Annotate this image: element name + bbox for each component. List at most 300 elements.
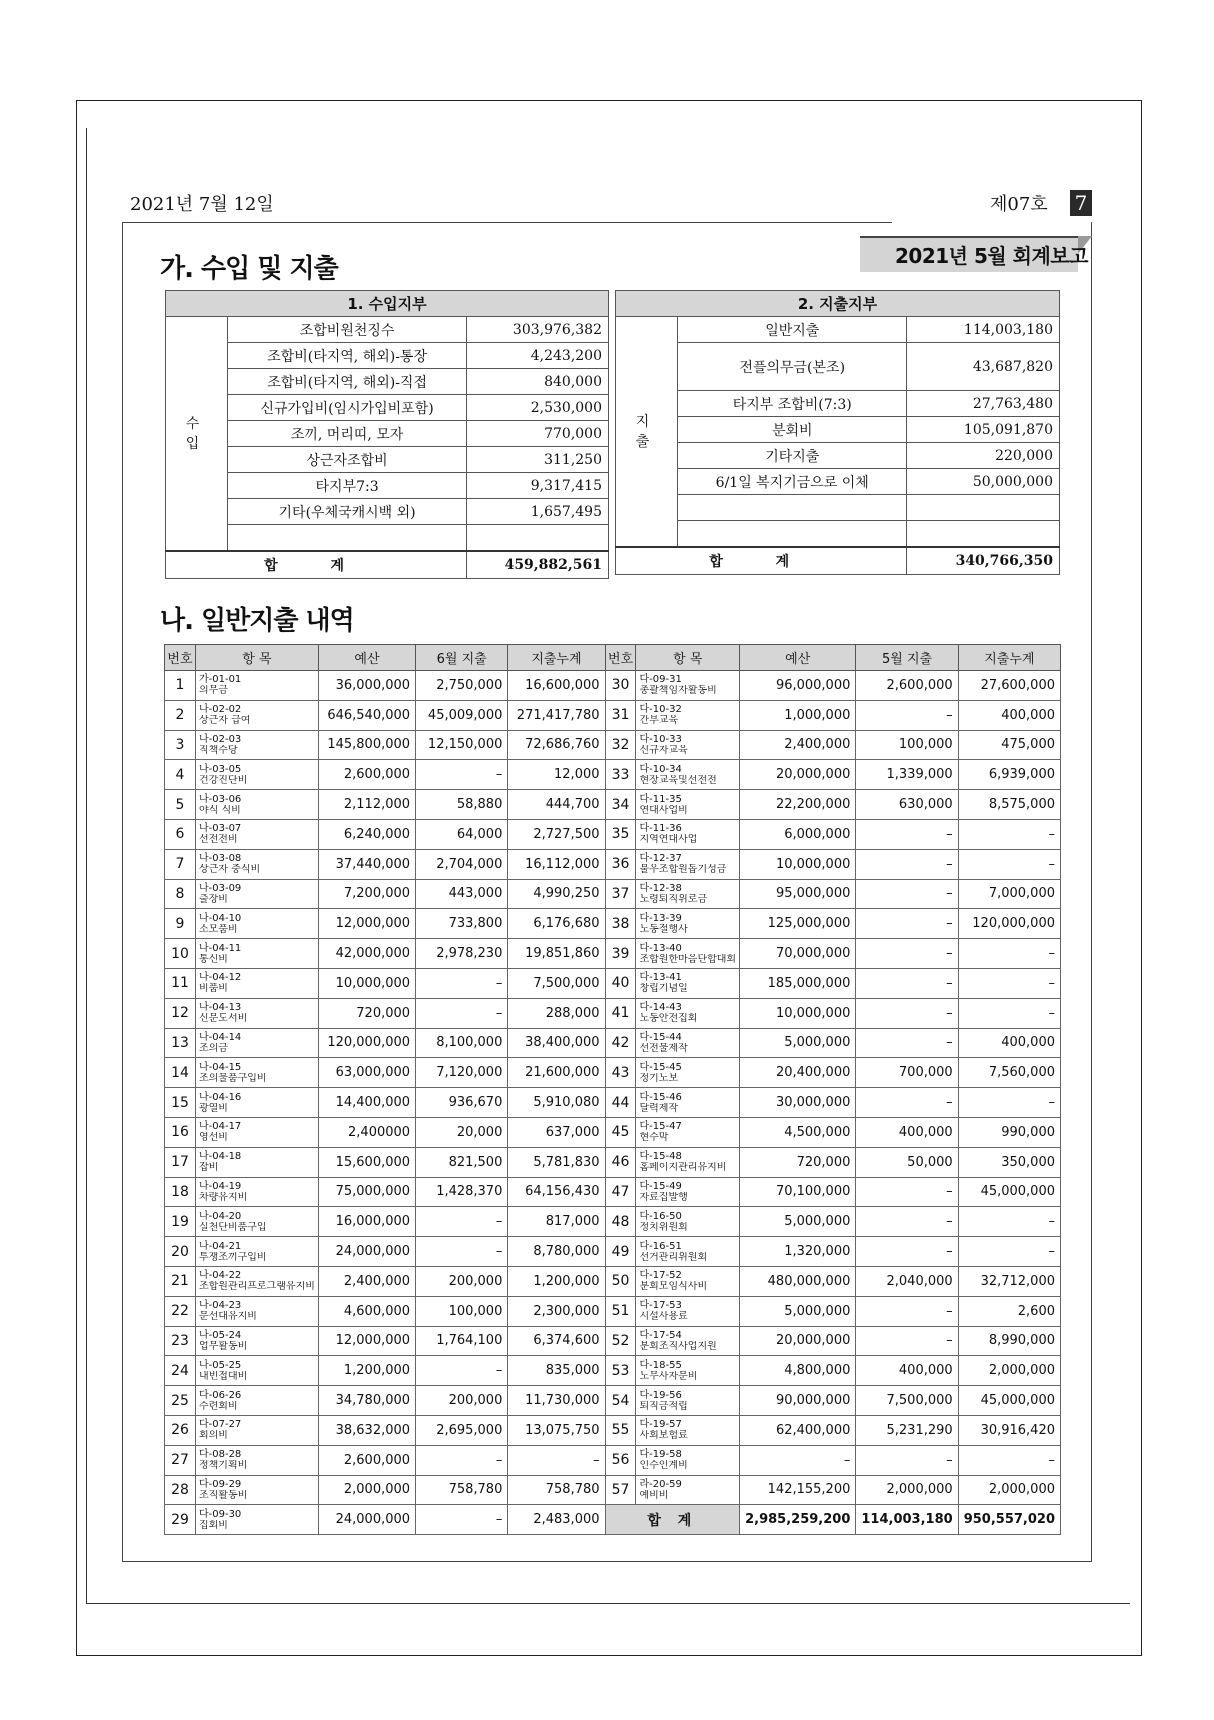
item-cell: [195, 1266, 318, 1296]
cumulative-expense: 1,200,000: [508, 1266, 605, 1296]
income-item-name: 조합비원천징수: [228, 317, 467, 343]
budget-value: 4,600,000: [318, 1296, 415, 1326]
grand-total-cumulative: 950,557,020: [958, 1505, 1060, 1535]
item-name: 조합원관리프로그램유지비: [198, 1281, 315, 1293]
row-number: 16: [165, 1117, 196, 1147]
month-expense: 12,150,000: [416, 730, 508, 760]
item-name: 분회모임식사비: [639, 1281, 708, 1293]
item-name: 노동안전집회: [639, 1013, 698, 1025]
expense-item-name: [678, 495, 907, 521]
budget-value: 142,155,200: [740, 1475, 856, 1505]
expense-item-name: 일반지출: [678, 317, 907, 343]
item-cell: [195, 1147, 318, 1177]
item-cell: [636, 1058, 740, 1088]
item-code: 다-12-37: [639, 853, 682, 865]
month-expense: 2,704,000: [416, 849, 508, 879]
cumulative-expense: 271,417,780: [508, 700, 605, 730]
item-name: 시설사용료: [639, 1311, 688, 1323]
cumulative-expense: 45,000,000: [958, 1177, 1060, 1207]
column-header: 항 목: [636, 645, 740, 671]
budget-value: 1,320,000: [740, 1237, 856, 1267]
budget-value: 2,000,000: [318, 1475, 415, 1505]
item-code: 다-13-41: [639, 972, 682, 984]
budget-value: 16,000,000: [318, 1207, 415, 1237]
month-expense: –: [416, 1445, 508, 1475]
item-name: 신문도서비: [198, 1013, 248, 1025]
table-row: [165, 1088, 1061, 1118]
item-name: 소모품비: [198, 923, 238, 935]
item-cell: [636, 879, 740, 909]
budget-value: 95,000,000: [740, 879, 856, 909]
budget-value: 34,780,000: [318, 1386, 415, 1416]
row-number: 50: [605, 1266, 636, 1296]
item-code: 다-06-26: [198, 1389, 242, 1401]
cumulative-expense: –: [508, 1445, 605, 1475]
item-name: 출장비: [198, 893, 228, 905]
row-number: 35: [605, 819, 636, 849]
cumulative-expense: 8,575,000: [958, 790, 1060, 820]
item-cell: [195, 1356, 318, 1386]
budget-value: 24,000,000: [318, 1505, 415, 1535]
budget-value: 63,000,000: [318, 1058, 415, 1088]
item-code: 다-19-58: [639, 1449, 682, 1461]
budget-value: 185,000,000: [740, 968, 856, 998]
item-name: 사회보험료: [639, 1430, 688, 1442]
item-name: 달력제작: [639, 1102, 679, 1114]
income-item-amount: 9,317,415: [467, 473, 609, 499]
month-expense: –: [416, 998, 508, 1028]
item-cell: [636, 1356, 740, 1386]
income-row: [166, 369, 609, 395]
item-name: 인수인계비: [639, 1460, 688, 1472]
month-expense: 8,100,000: [416, 1028, 508, 1058]
cumulative-expense: 16,112,000: [508, 849, 605, 879]
income-item-name: 조합비(타지역, 해외)-직접: [228, 369, 467, 395]
item-code: 다-12-38: [639, 882, 682, 894]
item-code: 다-11-36: [639, 823, 682, 835]
item-code: 다-09-29: [198, 1478, 242, 1490]
income-item-amount: 840,000: [467, 369, 609, 395]
item-code: 다-07-27: [198, 1419, 242, 1431]
frame-rule-left: [86, 128, 87, 1604]
row-number: 44: [605, 1088, 636, 1118]
cumulative-expense: –: [958, 968, 1060, 998]
month-expense: 2,000,000: [856, 1475, 958, 1505]
item-code: 다-10-32: [639, 704, 682, 716]
expense-item-name: 전플의무금(본조): [678, 343, 907, 391]
item-cell: [195, 819, 318, 849]
row-number: 18: [165, 1177, 196, 1207]
month-expense: 200,000: [416, 1266, 508, 1296]
item-cell: [195, 1326, 318, 1356]
expense-item-amount: 43,687,820: [907, 343, 1060, 391]
budget-value: 2,400,000: [318, 1266, 415, 1296]
item-code: 다-11-35: [639, 793, 682, 805]
month-expense: 700,000: [856, 1058, 958, 1088]
expense-row: [616, 495, 1060, 521]
item-cell: [195, 879, 318, 909]
budget-value: 12,000,000: [318, 909, 415, 939]
budget-value: 120,000,000: [318, 1028, 415, 1058]
month-expense: –: [856, 939, 958, 969]
item-cell: [636, 939, 740, 969]
grand-total-label: 합 계: [605, 1505, 740, 1535]
item-code: 나-04-15: [198, 1061, 242, 1073]
month-expense: 400,000: [856, 1356, 958, 1386]
income-sum-label: 합 계: [166, 551, 467, 579]
cumulative-expense: 7,000,000: [958, 879, 1060, 909]
expense-row: [616, 391, 1060, 417]
budget-value: 20,400,000: [740, 1058, 856, 1088]
table-row: [165, 879, 1061, 909]
budget-value: 10,000,000: [740, 849, 856, 879]
table-row: [165, 1356, 1061, 1386]
month-expense: –: [856, 819, 958, 849]
cumulative-expense: 2,727,500: [508, 819, 605, 849]
income-item-amount: 2,530,000: [467, 395, 609, 421]
income-row: [166, 317, 609, 343]
item-code: 다-09-30: [198, 1508, 242, 1520]
item-cell: [636, 1147, 740, 1177]
month-expense: 64,000: [416, 819, 508, 849]
budget-value: 10,000,000: [740, 998, 856, 1028]
item-name: 실천단비품구입: [198, 1221, 267, 1233]
income-row: [166, 499, 609, 525]
item-code: 나-03-05: [198, 763, 242, 775]
item-code: 나-03-07: [198, 823, 242, 835]
item-name: 잡비: [198, 1162, 219, 1174]
income-item-amount: 311,250: [467, 447, 609, 473]
item-name: 통신비: [198, 953, 228, 965]
month-expense: 45,009,000: [416, 700, 508, 730]
item-code: 다-18-55: [639, 1359, 682, 1371]
row-number: 12: [165, 998, 196, 1028]
item-cell: [195, 790, 318, 820]
item-code: 나-04-21: [198, 1240, 242, 1252]
table-row: [165, 1266, 1061, 1296]
month-expense: –: [856, 1207, 958, 1237]
cumulative-expense: –: [958, 1207, 1060, 1237]
budget-value: 720,000: [318, 998, 415, 1028]
item-name: 상근자 중식비: [198, 864, 261, 876]
item-cell: [636, 998, 740, 1028]
row-number: 47: [605, 1177, 636, 1207]
column-header: 예산: [740, 645, 856, 671]
income-item-amount: [467, 525, 609, 551]
row-number: 31: [605, 700, 636, 730]
income-item-name: 상근자조합비: [228, 447, 467, 473]
cumulative-expense: 8,780,000: [508, 1237, 605, 1267]
row-number: 51: [605, 1296, 636, 1326]
expense-sum-row: [616, 547, 1060, 575]
month-expense: –: [856, 849, 958, 879]
row-number: 10: [165, 939, 196, 969]
row-number: 24: [165, 1356, 196, 1386]
item-cell: [636, 1088, 740, 1118]
budget-value: 5,000,000: [740, 1296, 856, 1326]
item-cell: [195, 1415, 318, 1445]
row-number: 53: [605, 1356, 636, 1386]
cumulative-expense: 32,712,000: [958, 1266, 1060, 1296]
cumulative-expense: 72,686,760: [508, 730, 605, 760]
budget-value: 22,200,000: [740, 790, 856, 820]
row-number: 46: [605, 1147, 636, 1177]
cumulative-expense: 13,075,750: [508, 1415, 605, 1445]
item-name: 정책기획비: [198, 1460, 248, 1472]
month-expense: 630,000: [856, 790, 958, 820]
month-expense: 400,000: [856, 1117, 958, 1147]
item-code: 나-04-23: [198, 1300, 242, 1312]
issue-date: 2021년 7월 12일: [130, 194, 274, 215]
item-name: 홈페이지관리유지비: [639, 1162, 727, 1174]
income-heading-row: [166, 291, 609, 317]
row-number: 6: [165, 819, 196, 849]
item-name: 업무활동비: [198, 1340, 248, 1352]
table-row: [165, 760, 1061, 790]
item-cell: [636, 968, 740, 998]
item-name: 창립기념일: [639, 983, 688, 995]
income-row: [166, 421, 609, 447]
item-cell: [195, 1028, 318, 1058]
item-name: 차량유지비: [198, 1191, 248, 1203]
row-number: 2: [165, 700, 196, 730]
item-cell: [195, 760, 318, 790]
budget-value: 2,112,000: [318, 790, 415, 820]
budget-value: 90,000,000: [740, 1386, 856, 1416]
issue-number: 제07호: [990, 194, 1048, 215]
row-number: 5: [165, 790, 196, 820]
item-name: 자료집발행: [639, 1191, 688, 1203]
section-title-income-expense: 가. 수입 및 지출: [160, 254, 338, 284]
cumulative-expense: –: [958, 998, 1060, 1028]
row-number: 40: [605, 968, 636, 998]
cumulative-expense: 2,000,000: [958, 1356, 1060, 1386]
budget-value: 4,800,000: [740, 1356, 856, 1386]
income-item-amount: 770,000: [467, 421, 609, 447]
row-number: 34: [605, 790, 636, 820]
income-item-amount: 1,657,495: [467, 499, 609, 525]
budget-value: 70,100,000: [740, 1177, 856, 1207]
month-expense: 1,339,000: [856, 760, 958, 790]
income-row: [166, 473, 609, 499]
item-cell: [636, 1296, 740, 1326]
month-expense: –: [856, 1296, 958, 1326]
income-row: [166, 343, 609, 369]
income-sum-value: 459,882,561: [467, 551, 609, 579]
item-cell: [636, 849, 740, 879]
row-number: 28: [165, 1475, 196, 1505]
expense-item-amount: [907, 521, 1060, 547]
cumulative-expense: –: [958, 1237, 1060, 1267]
budget-value: 5,000,000: [740, 1207, 856, 1237]
item-code: 다-15-44: [639, 1031, 682, 1043]
cumulative-expense: 2,483,000: [508, 1505, 605, 1535]
item-name: 분회조직사업지원: [639, 1340, 717, 1352]
column-header: 예산: [318, 645, 415, 671]
item-code: 나-04-14: [198, 1031, 242, 1043]
expense-row: [616, 443, 1060, 469]
budget-value: 15,600,000: [318, 1147, 415, 1177]
month-expense: 936,670: [416, 1088, 508, 1118]
item-name: 광열비: [198, 1102, 228, 1114]
expense-sum-label: 합 계: [616, 547, 907, 575]
item-cell: [636, 1207, 740, 1237]
cumulative-expense: 758,780: [508, 1475, 605, 1505]
expense-item-amount: 27,763,480: [907, 391, 1060, 417]
expense-item-name: 기타지출: [678, 443, 907, 469]
item-name: 상근자 급여: [198, 715, 251, 727]
table-row: [165, 1147, 1061, 1177]
item-code: 다-13-40: [639, 942, 682, 954]
budget-value: 2,600,000: [318, 760, 415, 790]
budget-value: 6,000,000: [740, 819, 856, 849]
budget-value: 96,000,000: [740, 671, 856, 701]
item-cell: [195, 1207, 318, 1237]
item-code: 나-04-11: [198, 942, 242, 954]
item-name: 신규자교육: [639, 744, 688, 756]
expense-table: [615, 290, 1060, 575]
item-name: 조의금: [198, 1042, 228, 1054]
item-code: 나-04-19: [198, 1180, 242, 1192]
budget-value: 5,000,000: [740, 1028, 856, 1058]
expense-item-amount: 50,000,000: [907, 469, 1060, 495]
month-expense: 821,500: [416, 1147, 508, 1177]
month-expense: –: [416, 1505, 508, 1535]
expense-item-amount: [907, 495, 1060, 521]
expense-row: [616, 417, 1060, 443]
item-name: 선전물제작: [639, 1042, 688, 1054]
item-cell: [195, 1475, 318, 1505]
item-code: 나-04-16: [198, 1091, 242, 1103]
report-box-topline: [122, 222, 892, 223]
row-number: 43: [605, 1058, 636, 1088]
cumulative-expense: 64,156,430: [508, 1177, 605, 1207]
item-code: 다-13-39: [639, 912, 682, 924]
row-number: 13: [165, 1028, 196, 1058]
item-code: 나-02-03: [198, 733, 242, 745]
item-name: 야식 식비: [198, 804, 241, 816]
month-expense: 5,231,290: [856, 1415, 958, 1445]
month-expense: 2,040,000: [856, 1266, 958, 1296]
row-number: 3: [165, 730, 196, 760]
item-name: 퇴직금적립: [639, 1400, 688, 1412]
month-expense: 50,000: [856, 1147, 958, 1177]
cumulative-expense: 400,000: [958, 1028, 1060, 1058]
item-cell: [195, 1058, 318, 1088]
item-cell: [195, 1117, 318, 1147]
income-category: 수 입: [166, 317, 228, 551]
item-code: 나-03-08: [198, 853, 242, 865]
row-number: 7: [165, 849, 196, 879]
row-number: 21: [165, 1266, 196, 1296]
row-number: 45: [605, 1117, 636, 1147]
budget-value: 38,632,000: [318, 1415, 415, 1445]
month-expense: –: [856, 700, 958, 730]
income-row: [166, 525, 609, 551]
cumulative-expense: 2,600: [958, 1296, 1060, 1326]
table-row: [165, 790, 1061, 820]
table-row: [165, 1207, 1061, 1237]
cumulative-expense: 6,176,680: [508, 909, 605, 939]
month-expense: –: [856, 1028, 958, 1058]
item-code: 다-15-48: [639, 1151, 682, 1163]
cumulative-expense: 21,600,000: [508, 1058, 605, 1088]
row-number: 17: [165, 1147, 196, 1177]
row-number: 8: [165, 879, 196, 909]
month-expense: –: [856, 879, 958, 909]
item-cell: [636, 1117, 740, 1147]
column-header: 지출누계: [508, 645, 605, 671]
cumulative-expense: 7,500,000: [508, 968, 605, 998]
cumulative-expense: 4,990,250: [508, 879, 605, 909]
item-name: 수련회비: [198, 1400, 238, 1412]
table-row: [165, 1117, 1061, 1147]
budget-value: 12,000,000: [318, 1326, 415, 1356]
column-header: 항 목: [195, 645, 318, 671]
item-code: 다-17-52: [639, 1270, 682, 1282]
item-name: 지역연대사업: [639, 834, 698, 846]
budget-value: 2,600,000: [318, 1445, 415, 1475]
expense-heading-row: [616, 291, 1060, 317]
row-number: 42: [605, 1028, 636, 1058]
cumulative-expense: 38,400,000: [508, 1028, 605, 1058]
row-number: 23: [165, 1326, 196, 1356]
item-code: 나-04-17: [198, 1121, 242, 1133]
row-number: 55: [605, 1415, 636, 1445]
month-expense: 1,428,370: [416, 1177, 508, 1207]
expense-row: [616, 521, 1060, 547]
cumulative-expense: –: [958, 939, 1060, 969]
month-expense: 7,120,000: [416, 1058, 508, 1088]
item-name: 정치위원회: [639, 1221, 688, 1233]
item-cell: [636, 1237, 740, 1267]
expense-category: 지 출: [616, 317, 678, 547]
month-expense: –: [856, 968, 958, 998]
item-cell: [636, 1177, 740, 1207]
month-expense: –: [416, 1207, 508, 1237]
item-cell: [636, 909, 740, 939]
item-cell: [195, 909, 318, 939]
table-row: [165, 1386, 1061, 1416]
budget-value: 70,000,000: [740, 939, 856, 969]
report-tab-label: 2021년 5월 회계보고: [895, 244, 1088, 268]
cumulative-expense: 637,000: [508, 1117, 605, 1147]
item-code: 나-04-10: [198, 912, 242, 924]
month-expense: 443,000: [416, 879, 508, 909]
row-number: 39: [605, 939, 636, 969]
table-row: [165, 1028, 1061, 1058]
cumulative-expense: 400,000: [958, 700, 1060, 730]
income-row: [166, 395, 609, 421]
cumulative-expense: –: [958, 1088, 1060, 1118]
item-cell: [195, 998, 318, 1028]
month-expense: 1,764,100: [416, 1326, 508, 1356]
expense-sum-value: 340,766,350: [907, 547, 1060, 575]
table-row: [165, 1177, 1061, 1207]
cumulative-expense: –: [958, 849, 1060, 879]
cumulative-expense: 11,730,000: [508, 1386, 605, 1416]
budget-value: 62,400,000: [740, 1415, 856, 1445]
month-expense: 100,000: [416, 1296, 508, 1326]
expense-row: [616, 343, 1060, 391]
income-sum-row: [166, 551, 609, 579]
cumulative-expense: 817,000: [508, 1207, 605, 1237]
budget-value: 20,000,000: [740, 1326, 856, 1356]
budget-value: 646,540,000: [318, 700, 415, 730]
table-row: [165, 671, 1061, 701]
budget-value: 20,000,000: [740, 760, 856, 790]
item-name: 연대사업비: [639, 804, 688, 816]
